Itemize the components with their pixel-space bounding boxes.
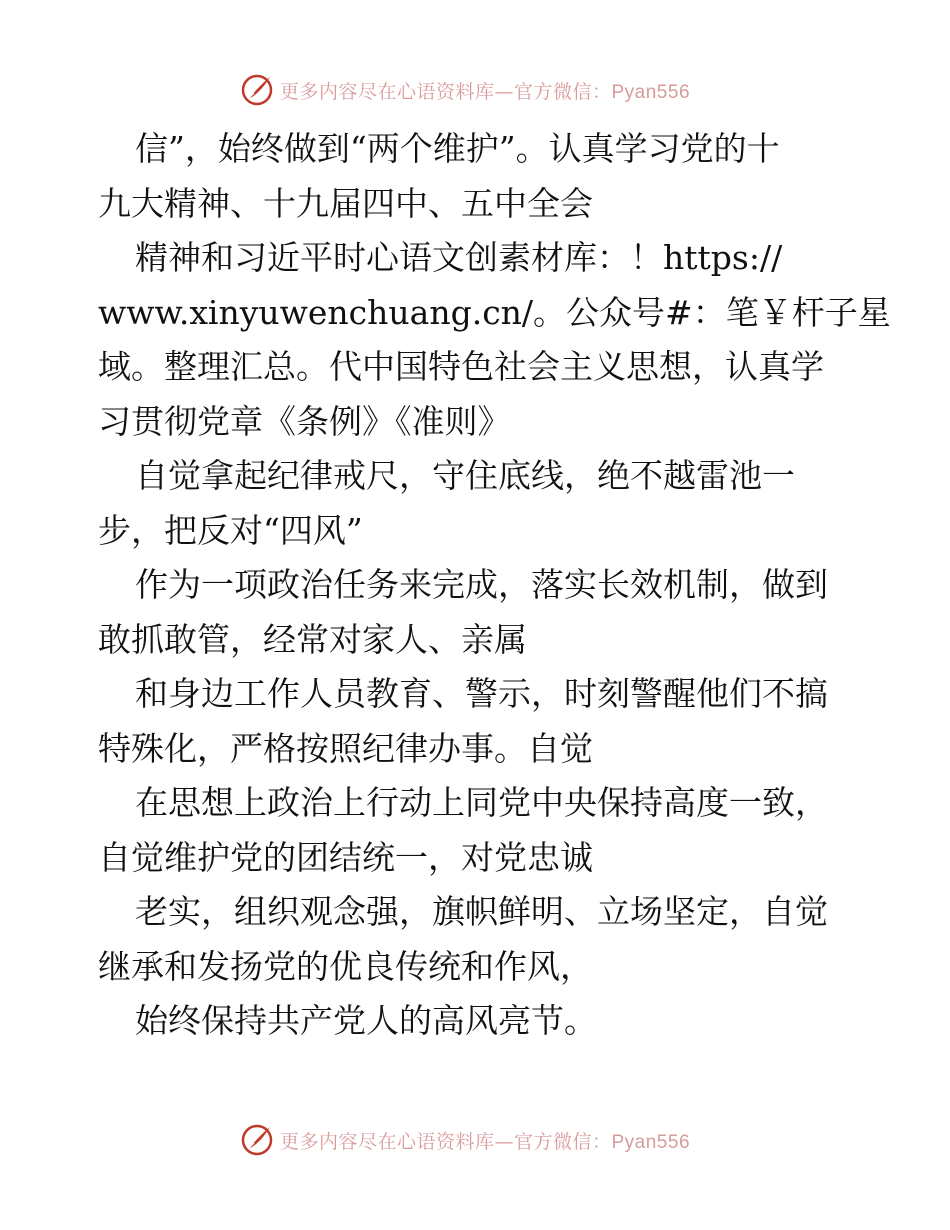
banner-separator: — [494,1130,514,1153]
banner-official-text: 官方微信： [513,1130,612,1153]
paragraph-line: 习贯彻党章《条例》《准则》 [98,401,511,441]
paragraph-line: 作为一项政治任务来完成，落实长效机制，做到 [135,565,828,604]
quill-logo-icon [240,73,274,107]
paragraph-line: 自觉维护党的团结统一，对党忠诚 [98,837,593,877]
banner-separator: — [494,80,514,103]
paragraph-line: 自觉拿起纪律戒尺，守住底线，绝不越雷池一 [135,456,795,495]
paragraph-line: www.xinyuwenchuang.cn/。公众号#：笔￥杆子星 [98,292,891,332]
paragraph-line: 在思想上政治上行动上同党中央保持高度一致， [135,783,828,822]
banner-official-text: 官方微信： [513,80,612,103]
header-banner [0,70,950,110]
paragraph-line: 老实，组织观念强，旗帜鲜明、立场坚定，自觉 [135,892,828,931]
paragraph-line: 继承和发扬党的优良传统和作风， [98,946,593,986]
banner-wechat-id: Pyan556 [611,81,691,103]
banner-brand-text: 更多内容尽在心语资料库 [279,1130,495,1153]
paragraph-line: 敢抓敢管，经常对家人、亲属 [98,619,527,659]
paragraph-line: 域。整理汇总。代中国特色社会主义思想，认真学 [98,347,824,386]
paragraph-line: 信”，始终做到“两个维护”。认真学习党的十 [135,129,780,168]
banner-brand-text: 更多内容尽在心语资料库 [279,80,495,103]
paragraph-line: 特殊化，严格按照纪律办事。自觉 [98,728,593,768]
banner-wechat-id: Pyan556 [611,1131,691,1153]
document-body [98,122,891,1049]
paragraph-line: 始终保持共产党人的高风亮节。 [135,1001,597,1040]
paragraph-line: 精神和习近平时心语文创素材库：！https:// [135,238,783,277]
quill-logo-icon [240,1123,274,1157]
paragraph-line: 和身边工作人员教育、警示，时刻警醒他们不搞 [135,674,828,713]
paragraph-line: 九大精神、十九届四中、五中全会 [98,183,593,223]
footer-banner [0,1120,950,1160]
paragraph-line: 步，把反对“四风” [98,510,363,550]
